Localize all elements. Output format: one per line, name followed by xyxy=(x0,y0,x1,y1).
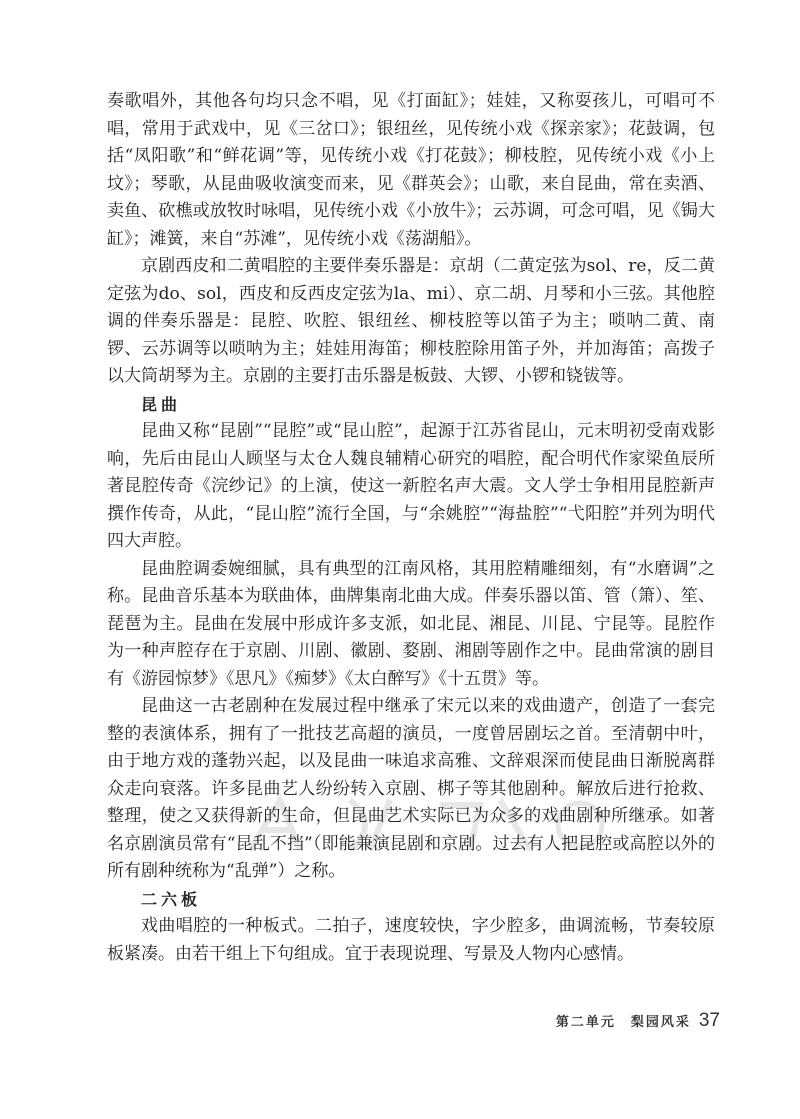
unit-title: 第二单元 梨园风采 xyxy=(555,1015,691,1030)
page-number: 37 xyxy=(698,1010,720,1031)
page-body xyxy=(107,88,715,968)
paragraph-kunqu-origin: 昆曲又称“昆剧”“昆腔”或“昆山腔”，起源于江苏省昆山，元末明初受南戏影响，先后由昆山人顾坚与太仓人魏良辅精心研究的唱腔，配合明代作家梁鱼辰所著昆腔传奇《浣纱记》的上演，使这一新腔名声大震。文人学士争相用昆腔新声撰作传奇，从此，“昆山腔”流行全国，与“余姚腔”“海盐腔”“弋阳腔”并列为明代四大声腔。 xyxy=(107,421,715,551)
paragraph-jingju-instruments: 京剧西皮和二黄唱腔的主要伴奏乐器是：京胡（二黄定弦为sol、re，反二黄定弦为do、sol，西皮和反西皮定弦为la、mi）、京二胡、月琴和小三弦。其他腔调的伴奏乐器是：昆腔、吹腔、银纽丝、柳枝腔等以笛子为主；唢呐二黄、南锣、云苏调等以唢呐为主；娃娃用海笛；柳枝腔除用笛子外，并加海笛；高拨子以大筒胡琴为主。京剧的主要打击乐器是板鼓、大锣、小锣和铙钹等。 xyxy=(107,256,715,386)
section-heading-kunqu: 昆曲 xyxy=(141,394,182,414)
paragraph-jingju-tunes: 奏歌唱外，其他各句均只念不唱，见《打面缸》；娃娃，又称耍孩儿，可唱可不唱，常用于武戏中，见《三岔口》；银纽丝，见传统小戏《探亲家》；花鼓调，包括“凤阳歌”和“鲜花调”等，见传统小戏《打花鼓》；柳枝腔，见传统小戏《小上坟》；琴歌，从昆曲吸收演变而来，见《群英会》；山歌，来自昆曲，常在卖酒、卖鱼、砍樵或放牧时咏唱，见传统小戏《小放牛》；云苏调，可念可唱，见《锔大缸》；滩簧，来自“苏滩”，见传统小戏《荡湖船》。 xyxy=(107,91,715,249)
paragraph-kunqu-style: 昆曲腔调委婉细腻，具有典型的江南风格，其用腔精雕细刻，有“水磨调”之称。昆曲音乐基本为联曲体，曲牌集南北曲大成。伴奏乐器以笛、管（箫）、笙、琵琶为主。昆曲在发展中形成许多支派，如北昆、湘昆、川昆、宁昆等。昆腔作为一种声腔存在于京剧、川剧、徽剧、婺剧、湘剧等剧作之中。昆曲常演的剧目有《游园惊梦》《思凡》《痴梦》《太白醉写》《十五贯》等。 xyxy=(107,558,715,689)
paragraph-kunqu-history: 昆曲这一古老剧种在发展过程中继承了宋元以来的戏曲遗产，创造了一套完整的表演体系，拥有了一批技艺高超的演员，一度曾居剧坛之首。至清朝中叶，由于地方戏的蓬勃兴起，以及昆曲一味追求高雅、文辞艰深而使昆曲日渐脱离群众走向衰落。许多昆曲艺人纷纷转入京剧、梆子等其他剧种。解放后进行抢救、整理，使之又获得新的生命，但昆曲艺术实际已为众多的戏曲剧种所继承。如著名京剧演员常有“昆乱不挡”（即能兼演昆剧和京剧。过去有人把昆腔或高腔以外的所有剧种统称为“乱弹”）之称。 xyxy=(107,696,715,881)
section-heading-erliuban: 二六板 xyxy=(141,889,202,909)
page-footer xyxy=(540,1010,720,1032)
paragraph-erliuban-definition: 戏曲唱腔的一种板式。二拍子，速度较快，字少腔多，曲调流畅，节奏较原板紧凑。由若干组上下句组成。宜于表现说理、写景及人物内心感情。 xyxy=(107,916,715,964)
